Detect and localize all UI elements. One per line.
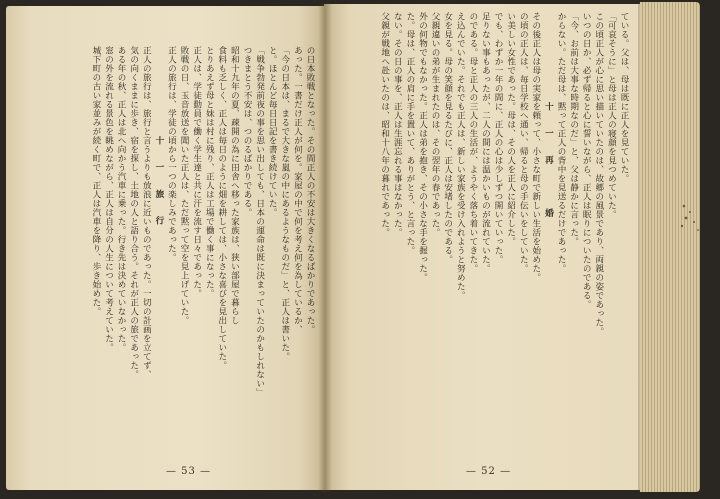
text-line: 城下町の古い家並みが続く町で、正人は汽車を降り、歩き始めた。 xyxy=(90,46,101,316)
right-page-text xyxy=(332,12,630,452)
text-line: とりあえず母と妹は村に残り、正人は工場で働く事になった。 xyxy=(204,46,215,298)
text-line: ある年の秋、正人は北へ向かう汽車に乗った。行き先は決めていなかった。 xyxy=(116,46,127,352)
text-line: 父親が戦地へ赴いたのは、昭和十八年の暮れであった。 xyxy=(379,12,390,237)
text-line: ている。父は、母は既に正人を見ていた。 xyxy=(619,12,629,183)
text-line: 食料も乏しく、正人は毎日のように畑を耕しては、小さな喜びを見出していた。 xyxy=(216,46,227,370)
text-line: この頃正人が心に思い描いていたのは、故郷の風景であり、両親の姿であった。 xyxy=(593,12,604,336)
section-heading: 十 一 旅 行 xyxy=(153,136,164,229)
text-line: 正人は、学徒動員で働く学生達と共に汗を流す日々であった。 xyxy=(191,46,202,298)
text-line: の頃の正人は、毎日学校へ通い、帰ると母の手伝いをしていた。 xyxy=(518,12,529,273)
right-page-number: — 52 — xyxy=(466,466,512,477)
text-line: い美しい女性であった。母は、その人を正人に紹介した。 xyxy=(505,12,516,246)
text-line: 昭和十九年の夏、疎開の為に田舎へ移った家族は、狭い部屋で暮らし xyxy=(229,46,240,325)
text-line: 窓の外を流れる景色を眺めながら、正人は自分の人生について考えていた。 xyxy=(103,46,114,352)
text-line: の日本敗戦となった。その間正人の不安は大きくなるばかりであった。 xyxy=(305,46,315,334)
text-line: 父親違いの弟が生まれたのは、その翌年の春であった。 xyxy=(430,12,441,237)
text-line: と。ほとんど毎日日記を書き続けていた。 xyxy=(267,46,278,217)
text-line: 外の何物でもなかった。正人は弟を抱き、その小さな手を握った。 xyxy=(417,12,428,282)
text-line: 正人の旅行は、学徒の頃から一つの楽しみであった。 xyxy=(166,46,177,262)
text-line: のである。母と正人の三人の生活が、ようやく落ち着いてきた。 xyxy=(467,12,478,273)
text-line: 正人の旅行は、旅行と言うよりも放浪に近いものであった。一切の計画を立てず、 xyxy=(141,46,152,379)
text-line: 「可哀そうに」と母は正人の寝顔を見つめていた。 xyxy=(606,12,617,219)
text-line: いつの日か、必ず帰ると心に誓いながら、正人は眠りについたのである。 xyxy=(581,12,592,309)
page-edges xyxy=(640,2,700,492)
text-line: 気の向くままに歩き、宿を探し、土地の人と語り合う。それが正人の旅であった。 xyxy=(128,46,139,379)
text-line: 敗戦の日、玉音放送を聞いた正人は、ただ黙って空を見上げていた。 xyxy=(179,46,190,325)
text-line: え込んでいた。それでも正人は、新しい家族を受け入れようと努めた。 xyxy=(455,12,466,300)
text-line: た。母は、正人の肩に手を置いて、ありがとう、と言った。 xyxy=(404,12,415,255)
section-heading: 十 一 再 婚 xyxy=(543,102,554,221)
text-line: でも、わずか一年の間に、正人の心は少しずつ開いていった。 xyxy=(493,12,504,264)
text-line: 「今、お前は大事な時期なのだ」と、父は静かに言った。 xyxy=(568,12,579,246)
left-page-text xyxy=(20,46,316,456)
text-line: 女を見る。母の笑顔を見るたびに、正人は安堵したのである。 xyxy=(442,12,453,264)
text-line: 足りない事もあったが、二人の間には温かいものが流れていた。 xyxy=(480,12,491,273)
left-page-number: — 53 — xyxy=(166,466,212,477)
text-line: その後正人は母の実家を頼って、小さな町で新しい生活を始めた。 xyxy=(530,12,541,282)
text-line: 「今の日本は、まるで大きな嵐の中にあるようなものだ」と、正人は書いた。 xyxy=(279,46,290,361)
text-line: つきまとう不安は、つのるばかりである。 xyxy=(242,46,253,217)
text-line: ない。その日の事を、正人は生涯忘れる事はなかった。 xyxy=(392,12,403,237)
text-line: あった。一書だけ正人が何を。家屋の中で何を考え何を為しているか、 xyxy=(292,46,303,334)
text-line: からない。ただ母は、黙って正人の背中を見送るだけであった。 xyxy=(556,12,567,273)
text-line: 「戦争勃発前夜の事を思い出しても、日本の運命は既に決まっていたのかもしれない」 xyxy=(254,46,265,397)
paper-stain-dots xyxy=(676,200,716,240)
book-gutter xyxy=(318,4,332,492)
